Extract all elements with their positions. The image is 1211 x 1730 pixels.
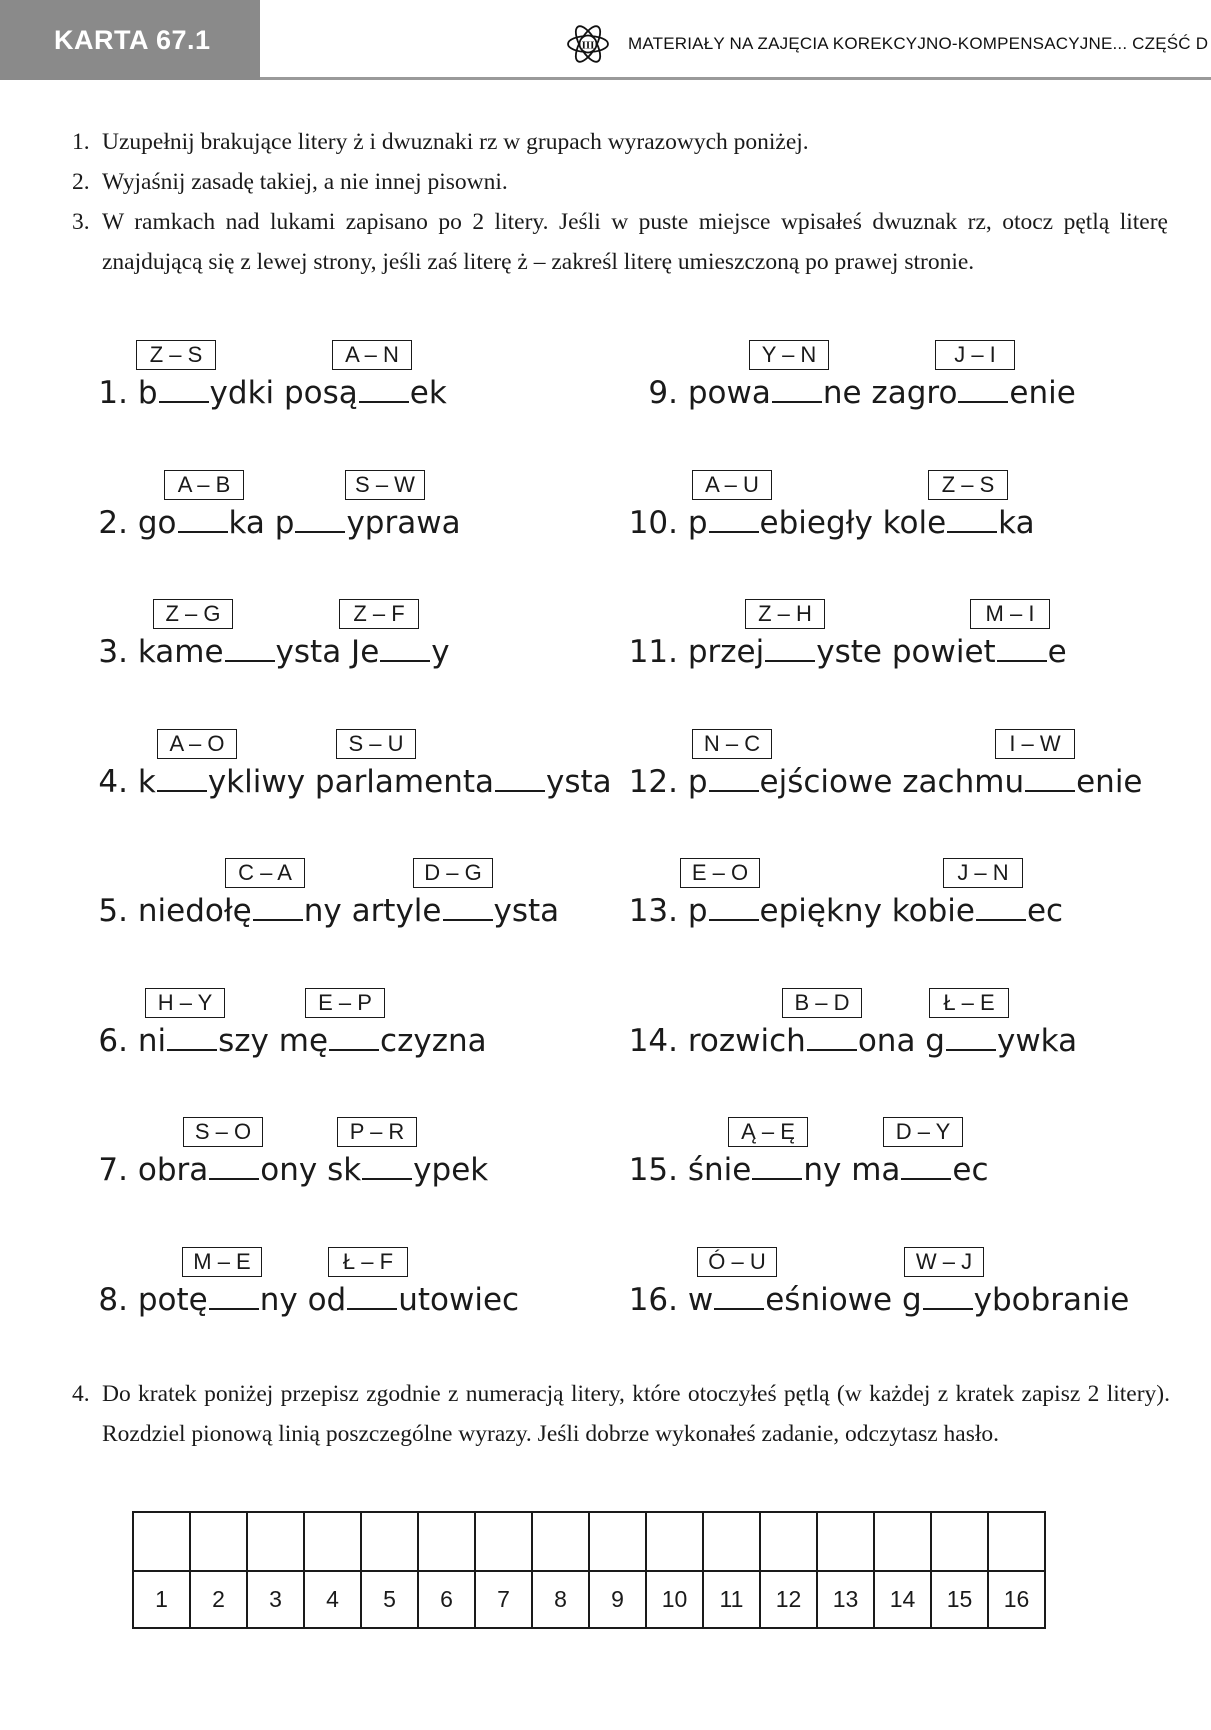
exercise-number: 5. [98,893,128,929]
answer-cell[interactable] [133,1512,190,1571]
exercise-item [620,503,1035,543]
word-fragment: p [687,893,708,929]
letter-pair-box[interactable]: A – U [692,470,772,500]
word-fragment: b [137,375,158,411]
exercise-item [88,891,559,931]
exercise-number: 1. [98,375,128,411]
word-fragment: ka p [228,504,295,541]
blank-gap[interactable] [295,531,345,533]
blank-gap[interactable] [901,1178,951,1180]
blank-gap[interactable] [765,660,815,662]
blank-gap[interactable] [253,919,303,921]
answer-cell-number: 15 [931,1571,988,1628]
exercise-number: 13. [628,893,678,929]
letter-pair-box[interactable]: J – I [935,340,1015,370]
exercise-number: 9. [648,375,678,411]
exercise-item [620,632,1067,672]
answer-cell-number: 16 [988,1571,1045,1628]
letter-pair-box[interactable]: A – O [157,729,237,759]
exercise-item [88,762,612,802]
letter-pair-box[interactable]: Z – H [745,599,825,629]
letter-pair-box[interactable]: J – N [943,858,1023,888]
letter-pair-box[interactable]: Z – G [153,599,233,629]
letter-pair-box[interactable]: H – Y [145,988,225,1018]
word-fragment: potę [137,1281,208,1318]
header-divider [260,77,1211,80]
exercise-number: 11. [628,634,678,670]
instruction-number: 2. [72,169,90,195]
exercise-item [620,762,1143,802]
exercise-number: 15. [628,1152,678,1188]
word-fragment: śnie [687,1152,752,1188]
word-fragment: obra [137,1152,209,1188]
word-fragment: ysta [493,893,560,929]
letter-pair-box[interactable]: S – O [183,1117,263,1147]
blank-gap[interactable] [380,660,430,662]
blank-gap[interactable] [958,401,1008,403]
answer-cell[interactable] [931,1512,988,1571]
word-fragment: go [137,504,177,541]
exercise-number: 3. [98,634,128,670]
answer-cell[interactable] [589,1512,646,1571]
blank-gap[interactable] [947,531,997,533]
answer-cell-number: 2 [190,1571,247,1628]
word-fragment: ykliwy parlamenta [207,763,494,800]
word-fragment: ona g [857,1022,945,1059]
blank-gap[interactable] [709,790,759,792]
exercise-item [620,1280,1129,1320]
answer-cell[interactable] [247,1512,304,1571]
letter-pair-box[interactable]: M – E [182,1247,262,1277]
answer-cell-number: 13 [817,1571,874,1628]
blank-gap[interactable] [714,1308,764,1310]
letter-pair-box[interactable]: D – Y [883,1117,963,1147]
blank-gap[interactable] [752,1178,802,1180]
word-fragment: eśniowe g [765,1281,922,1318]
exercise-number: 10. [628,504,678,541]
word-fragment: niedołę [137,893,252,929]
letter-pair-box[interactable]: S – U [336,729,416,759]
word-fragment: p [687,504,708,541]
blank-gap[interactable] [997,660,1047,662]
answer-cell-number: 9 [589,1571,646,1628]
letter-pair-box[interactable]: A – B [164,470,244,500]
exercise-item [88,373,447,413]
answer-input-row [133,1512,1045,1571]
letter-pair-box[interactable]: Ł – E [929,988,1009,1018]
instructions-list [68,122,1168,282]
exercise-item [88,1150,488,1190]
letter-pair-box[interactable]: Ą – Ę [728,1117,808,1147]
exercise-number: 7. [98,1152,128,1188]
word-fragment: rozwich [687,1022,806,1059]
word-fragment: epiękny kobie [759,893,975,929]
answer-cell-number: 8 [532,1571,589,1628]
letter-pair-box[interactable]: Ł – F [328,1247,408,1277]
letter-pair-box[interactable]: B – D [782,988,862,1018]
instruction-item [68,162,1168,202]
word-fragment: enie [1009,375,1076,411]
letter-pair-box[interactable]: C – A [225,858,305,888]
blank-gap[interactable] [443,919,493,921]
word-fragment: y [431,634,450,670]
task-4 [68,1374,1170,1454]
word-fragment: ysta [546,763,612,800]
page-header [0,0,1211,82]
word-fragment: w [687,1281,714,1318]
blank-gap[interactable] [178,531,228,533]
letter-pair-box[interactable]: Z – F [339,599,419,629]
blank-gap[interactable] [807,1049,857,1051]
word-fragment: ebiegły kole [759,504,947,541]
answer-cell[interactable] [190,1512,247,1571]
logo-text: III [581,39,595,52]
atom-emblem-icon [566,22,610,66]
word-fragment: ec [1026,893,1064,929]
answer-cell[interactable] [532,1512,589,1571]
task-text: Do kratek poniżej przepisz zgodnie z numeracją litery, które otoczyłeś pętlą (w każdej z kratek zapisz 2 litery). Rozdziel pionową linią poszczególne wyrazy. Jeśli dobrze wykonałeś zadanie, odczytasz hasło. [102,1381,1170,1447]
exercise-number: 12. [628,763,678,800]
word-fragment: e [1047,634,1067,670]
blank-gap[interactable] [709,919,759,921]
word-fragment: szy mę [218,1022,329,1059]
letter-pair-box[interactable]: P – R [337,1117,417,1147]
letter-pair-box[interactable]: Ó – U [697,1247,777,1277]
exercise-number: 6. [98,1022,128,1059]
instruction-number: 1. [72,129,90,155]
blank-gap[interactable] [347,1308,397,1310]
blank-gap[interactable] [359,401,409,403]
letter-pair-box[interactable]: Z – S [136,340,216,370]
instruction-text: Uzupełnij brakujące litery ż i dwuznaki rz w grupach wyrazowych poniżej. [102,129,809,155]
blank-gap[interactable] [209,1178,259,1180]
exercise-item [620,1150,989,1190]
letter-pair-box[interactable]: I – W [995,729,1075,759]
answer-cell-number: 4 [304,1571,361,1628]
exercise-number: 8. [98,1281,128,1318]
blank-gap[interactable] [329,1049,379,1051]
letter-pair-box[interactable]: E – O [680,858,760,888]
answer-cell[interactable] [817,1512,874,1571]
answer-cell[interactable] [988,1512,1045,1571]
answer-grid [132,1511,1046,1629]
word-fragment: p [687,763,708,800]
answer-cell-number: 6 [418,1571,475,1628]
letter-pair-box[interactable]: A – N [332,340,412,370]
answer-cell[interactable] [475,1512,532,1571]
answer-cell[interactable] [361,1512,418,1571]
word-fragment: ny artyle [303,893,442,929]
exercise-item [620,891,1063,931]
letter-pair-box[interactable]: D – G [413,858,493,888]
exercise-number: 4. [98,763,128,800]
answer-cell[interactable] [874,1512,931,1571]
instruction-item [68,202,1168,282]
word-fragment: ne zagro [822,375,958,411]
blank-gap[interactable] [923,1308,973,1310]
word-fragment: k [137,763,156,800]
blank-gap[interactable] [772,401,822,403]
exercise-number: 16. [628,1281,678,1318]
series-title: MATERIAŁY NA ZAJĘCIA KOREKCYJNO-KOMPENSACYJNE... CZĘŚĆ D [628,34,1209,53]
letter-pair-box[interactable]: N – C [692,729,772,759]
word-fragment: ni [137,1022,167,1059]
word-fragment: ka [998,504,1035,541]
answer-cell-number: 11 [703,1571,760,1628]
answer-cell-number: 14 [874,1571,931,1628]
letter-pair-box[interactable]: Z – S [928,470,1008,500]
exercise-item [88,1280,519,1320]
answer-cell[interactable] [703,1512,760,1571]
word-fragment: ec [952,1152,989,1188]
word-fragment: yste powiet [816,634,996,670]
answer-cell-number: 12 [760,1571,817,1628]
word-fragment: ybobranie [973,1281,1130,1318]
word-fragment: czyzna [380,1022,487,1059]
word-fragment: ywka [996,1022,1078,1059]
exercise-item [88,1021,487,1061]
exercise-number: 14. [628,1022,678,1059]
word-fragment: ek [409,375,447,411]
exercise-item [88,503,461,543]
instruction-item [68,122,1168,162]
blank-gap[interactable] [1025,790,1075,792]
word-fragment: ypek [413,1152,489,1188]
word-fragment: ny od [259,1281,347,1318]
letter-pair-box[interactable]: Y – N [749,340,829,370]
word-fragment: ydki posą [209,375,358,411]
exercise-item [620,1021,1077,1061]
blank-gap[interactable] [167,1049,217,1051]
answer-cell-number: 1 [133,1571,190,1628]
instruction-text: Wyjaśnij zasadę takiej, a nie innej pisowni. [102,169,508,195]
answer-cell[interactable] [304,1512,361,1571]
exercise-item [620,373,1076,413]
word-fragment: ysta Je [275,634,380,670]
blank-gap[interactable] [225,660,275,662]
exercise-number: 2. [98,504,128,541]
answer-cell[interactable] [760,1512,817,1571]
blank-gap[interactable] [362,1178,412,1180]
answer-cell[interactable] [418,1512,475,1571]
letter-pair-box[interactable]: E – P [305,988,385,1018]
blank-gap[interactable] [209,1308,259,1310]
blank-gap[interactable] [495,790,545,792]
answer-cell-number: 5 [361,1571,418,1628]
letter-pair-box[interactable]: M – I [970,599,1050,629]
word-fragment: ny ma [803,1152,901,1188]
letter-pair-box[interactable]: S – W [345,470,425,500]
answer-cell-number: 10 [646,1571,703,1628]
word-fragment: yprawa [346,504,461,541]
answer-cell[interactable] [646,1512,703,1571]
instruction-text: W ramkach nad lukami zapisano po 2 litery. Jeśli w puste miejsce wpisałeś dwuznak rz, otocz pętlą literę znajdującą się z lewej strony, jeśli zaś literę ż – zakreśl literę umieszczoną po prawej stronie. [102,209,1168,275]
answer-cell-number: 7 [475,1571,532,1628]
card-number-badge: KARTA 67.1 [0,0,260,80]
word-fragment: kame [137,634,224,670]
blank-gap[interactable] [946,1049,996,1051]
blank-gap[interactable] [157,790,207,792]
word-fragment: ony sk [260,1152,362,1188]
word-fragment: enie [1076,763,1143,800]
answer-number-row [133,1571,1045,1628]
blank-gap[interactable] [159,401,209,403]
word-fragment: utowiec [398,1281,520,1318]
exercise-item [88,632,450,672]
instruction-number: 3. [72,209,90,235]
word-fragment: przej [687,634,765,670]
word-fragment: ejściowe zachmu [759,763,1025,800]
blank-gap[interactable] [709,531,759,533]
letter-pair-box[interactable]: W – J [904,1247,984,1277]
answer-cell-number: 3 [247,1571,304,1628]
word-fragment: powa [687,375,771,411]
task-number: 4. [72,1381,90,1407]
blank-gap[interactable] [976,919,1026,921]
